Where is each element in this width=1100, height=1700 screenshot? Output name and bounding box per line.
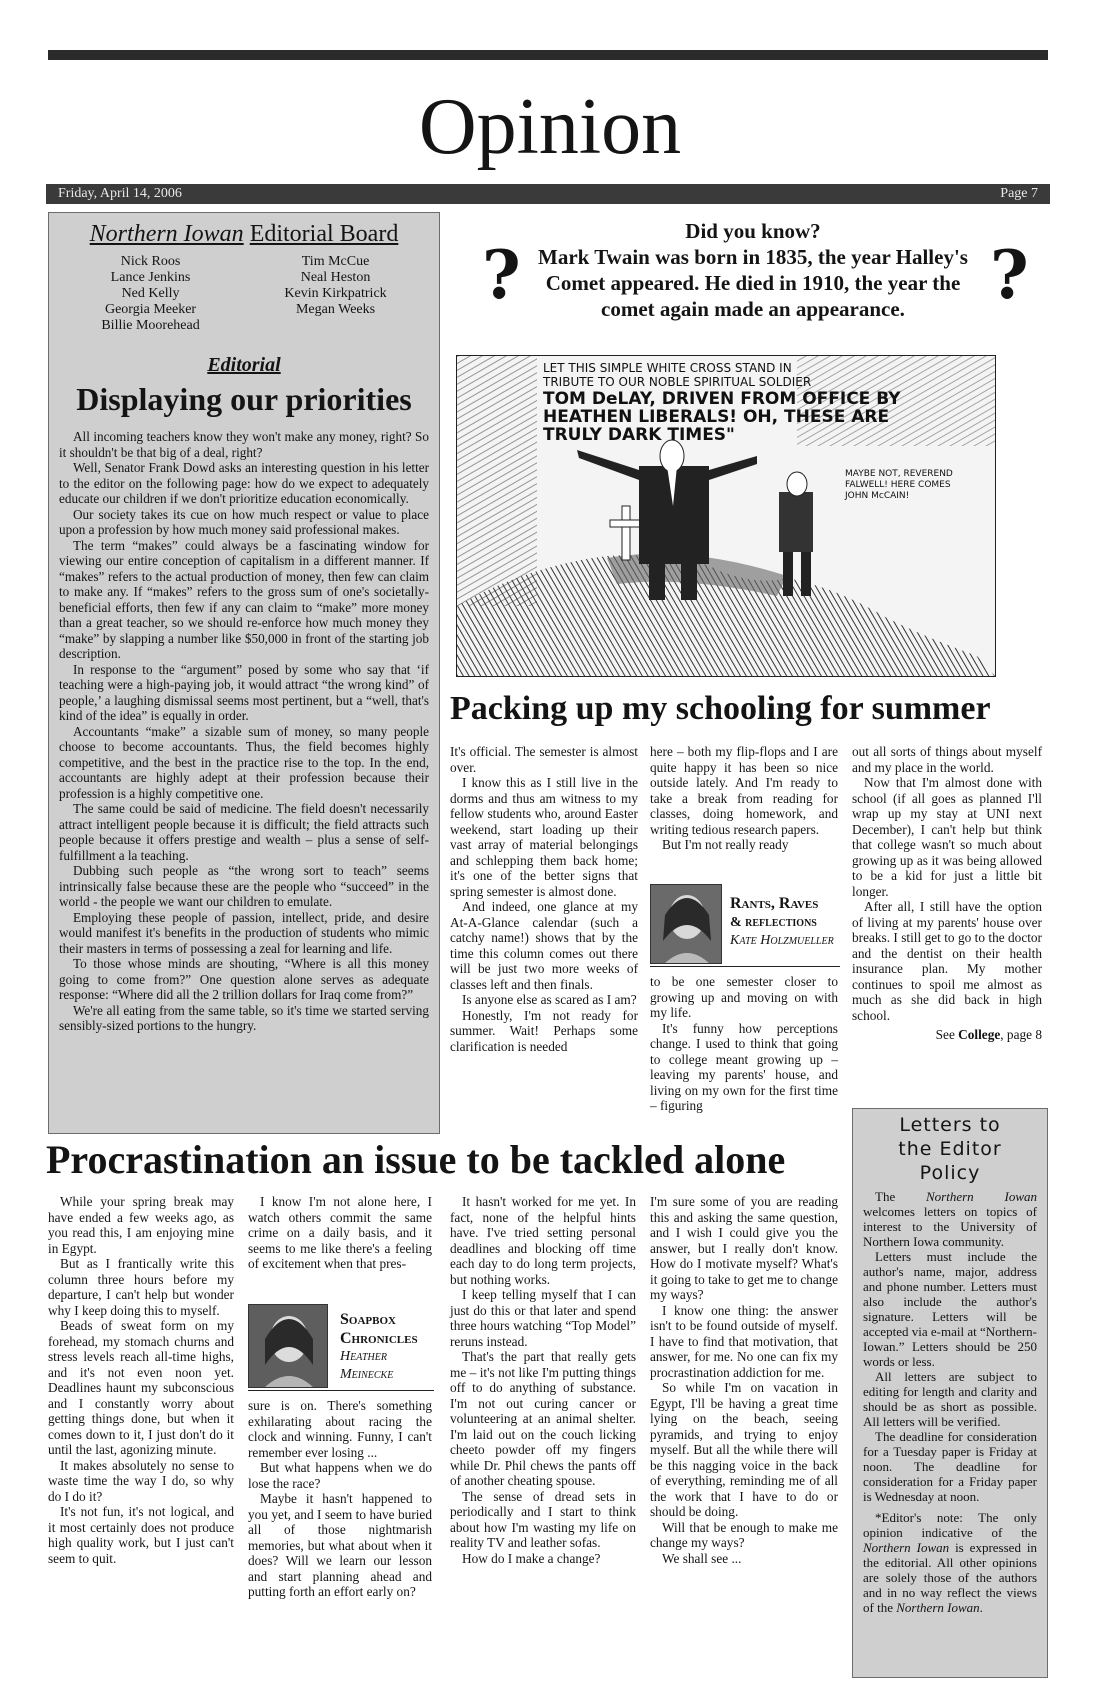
column-text [48,1194,234,1566]
paragraph: Beads of sweat form on my forehead, my stomach churns and stress levels reach all-time highs, and it's not even noon yet. Deadlines haunt my subconscious and I constantly worry about getting things done, but when it comes down to it, I just don't do it until the last, agonizing minute. [48,1318,234,1457]
paragraph: The sense of dread sets in periodically and I start to think about how I'm wasting my life on reality TV and leather sofas. [450,1488,636,1550]
aside-line: FALWELL! HERE COMES [845,480,951,490]
paragraph: To those whose minds are shouting, “Where is all this money going to come from?” One question alone serves as adequate response: “Where did all the 2 trillion dollars for Iraq come from?” [59,956,429,1002]
paragraph: All letters are subject to editing for length and clarity and should be as short as possible. All letters will be verified. [863,1369,1037,1429]
caption-line: TRIBUTE TO OUR NOBLE SPIRITUAL SOLDIER [543,375,812,389]
paragraph: sure is on. There's something exhilarating about racing the clock and winning. Funny, I can't remember ever losing ... [248,1398,432,1460]
badge-author: Meinecke [340,1367,394,1382]
board-member: Georgia Meeker [104,302,197,317]
paragraph: Our society takes its cue on how much respect or value to place upon a profession by how much money said professional makes. [59,506,429,537]
board-member: Billie Moorehead [101,318,200,333]
board-col-right [284,254,386,334]
paragraph: Maybe it hasn't happened to you yet, and I seem to have buried all of those nightmarish memories, but what about when it does? Will we learn our lesson and start planning ahead and putting forth an effort early on? [248,1491,432,1599]
editorial-board-title [59,221,429,248]
date-bar [46,184,1050,204]
aside-line: JOHN McCAIN! [845,491,910,501]
paragraph: That's the part that really gets me – it's not like I'm putting things off to do anything of substance. I'm not out curing cancer or volunteering at an animal shelter. I'm laid out on the couch licking cheeto powder off my fingers while Dr. Phil chews the pants off of another cheating spouse. [450,1349,636,1488]
paragraph: Honestly, I'm not ready for summer. Wait! Perhaps some clarification is needed [450,1007,638,1054]
editorial-body [59,429,429,1034]
paragraph: here – both my flip-flops and I are quite happy it has been so nice outside lately. And I'm ready to take a break from reading for classes, doing homework, and writing tedious research papers. [650,744,838,837]
editorial-kicker: Editorial [207,354,281,376]
column-headline: Procrastination an issue to be tackled alone [46,1137,786,1182]
paragraph: Accountants “make” a sizable sum of money, so many people choose to become accountants. Thus, the field becomes highly competitive, and the best in the practice rise to the top. In the end, accountants are highly adept at their profession because their profession is a highly competitive one. [59,723,429,801]
paragraph: The deadline for consideration for a Tuesday paper is Friday at noon. The deadline for consideration for a Friday paper is Wednesday at noon. [863,1429,1037,1504]
did-you-know-heading: Did you know? [685,219,821,243]
board-member: Neal Heston [300,270,371,285]
column-text [650,1194,838,1566]
badge-line: Soapbox [340,1311,396,1328]
column-headline: Packing up my schooling for summer [450,690,991,727]
paragraph: How do I make a change? [462,1550,601,1566]
columnist-photo [248,1304,328,1388]
paragraph: The same could be said of medicine. The field doesn't necessarily attract intelligent people because it is difficult; the field attracts such people because it offers prestige and wealth – plus a sense of self-fulfillment a la teaching. [59,801,429,863]
board-members [59,254,429,334]
title-line: Letters to [899,1114,1001,1136]
paragraph: to be one semester closer to growing up and moving on with my life. [650,974,838,1020]
divider [650,966,840,967]
paragraph: And indeed, one glance at my At-A-Glance calendar (such a catchy name!) shows that by the time this column comes out there will be just two more weeks of classes left and then finals. [450,899,638,992]
paragraph: All incoming teachers know they won't make any money, right? So it shouldn't be that big of a deal, right? [59,429,429,460]
board-member: Megan Weeks [295,302,376,317]
board-member: Lance Jenkins [110,270,191,285]
aside-line: MAYBE NOT, REVEREND [845,469,953,479]
badge-line: Chronicles [340,1330,418,1347]
jump-prefix: See [935,1027,959,1042]
issue-date: Friday, April 14, 2006 [58,186,182,201]
paragraph: After all, I still have the option of living at my parents' house over breaks. I still get to go to the doctor and the dentist on their health insurance plan. My mother continues to spoil me almost as much as she did back in high school. [852,899,1042,1023]
publication-name: Northern Iowan [863,1540,950,1555]
caption-line: TOM DeLAY, DRIVEN FROM OFFICE BY [543,389,901,409]
jump-suffix: , page 8 [1000,1027,1042,1042]
paragraph: I'm sure some of you are reading this and asking the same question, and I wish I could give you the answer, but I really don't know. How do I motivate myself? What's it going to take to get me to change my ways? [650,1194,838,1302]
did-you-know-fact: Mark Twain was born in 1835, the year Halley's Comet appeared. He died in 1910, the year the comet again made an appearance. [538,245,968,321]
paragraph: Now that I'm almost done with school (if all goes as planned I'll wrap up my stay at UNI next December), I can't help but think that college wasn't so much about growing up as it was being allowed to be a kid for just a little bit longer. [852,775,1042,899]
column-text [450,1194,636,1566]
paragraph: We shall see ... [662,1550,742,1566]
paragraph: It hasn't worked for me yet. In fact, none of the helpful hints have. I've tried setting personal deadlines and blocking off time each day to do long term projects, but nothing works. [450,1194,636,1287]
jump-line[interactable] [852,1027,1042,1043]
column-text [450,744,638,1054]
board-member: Tim McCue [301,254,370,269]
paragraph: Letters must include the author's name, major, address and phone number. Letters must also include the author's signature. Letters will be accepted via e-mail at “Northern-Iowan.” Letters should be 250 words or less. [863,1249,1037,1369]
editorial-headline: Displaying our priorities [76,381,412,417]
paragraph: But as I frantically write this column three hours before my departure, I can't help but wonder why I keep doing this to myself. [48,1256,234,1318]
badge-author: Heather [340,1349,387,1364]
did-you-know-text [532,218,974,322]
badge-line: & reflections [730,915,817,930]
board-member: Ned Kelly [121,286,180,301]
paragraph: While your spring break may have ended a few weeks ago, as you read this, I am enjoying mine in Egypt. [48,1194,234,1256]
text: . [979,1600,983,1615]
caption-line: TRULY DARK TIMES" [543,425,735,445]
board-member: Kevin Kirkpatrick [284,286,387,301]
paragraph: Employing these people of passion, intellect, pride, and desire would manifest it's benefits in the production of students who mimic their masters in terms of possessing a zeal for learning and life. [59,909,429,956]
badge-text [340,1310,434,1384]
divider [248,1390,434,1391]
badge-author: Kate Holzmueller [730,933,834,948]
paragraph: It's funny how perceptions change. I used to think that going to college meant growing up – leaving my parents' house, and living on my own for the first time – figuring [650,1020,838,1113]
letters-policy-title [863,1113,1037,1185]
text: welcomes letters on topics of interest to the University of Northern Iowa community. [863,1204,1037,1249]
paragraph: But I'm not really ready [662,837,789,852]
editors-note [863,1510,1037,1615]
column-text [248,1194,432,1272]
paragraph: In response to the “argument” posed by some who say that ‘if teaching were a high-paying job, it would attract “the wrong kind” of people,’ a laughing dismissal seems most pertinent, but a “well, that's kind of the idea” is equally in order. [59,661,429,723]
board-title-suffix: Editorial Board [249,221,399,247]
jump-target: College [958,1027,1001,1042]
board-col-left [101,254,199,334]
text: *Editor's note: The only opinion indicative of the [863,1510,1037,1540]
paragraph: I know one thing: the answer isn't to be found outside of myself. I have to find that motivation, that answer, for me. No one can fix my procrastination addiction for me. [650,1302,838,1380]
text: is expressed in the editorial. All other opinions are solely those of the authors and in no way reflect the views of the [863,1540,1038,1615]
paragraph: Dubbing such people as “the wrong sort to teach” seems intrinsically false because these are the people who “succeed” in the world - the people we want our children to emulate. [59,863,429,909]
letters-policy-box [852,1108,1048,1678]
title-line: Policy [919,1162,981,1184]
column-badge [650,880,840,968]
paragraph: We're all eating from the same table, so it's time we started serving sensibly-sized portions to the hungry. [59,1002,429,1033]
columnist-photo [650,884,722,964]
publication-name: Northern Iowan [926,1189,1037,1204]
column-text [248,1398,432,1600]
paragraph: It's not fun, it's not logical, and it most certainly does not produce high quality work, but I just can't seem to quit. [48,1504,234,1566]
question-mark-icon: ? [482,236,521,314]
column-text [650,974,838,1114]
storm-cloud [457,356,537,606]
caption-line: HEATHEN LIBERALS! OH, THESE ARE [543,407,890,427]
caption-line: LET THIS SIMPLE WHITE CROSS STAND IN [543,361,792,375]
question-mark-icon: ? [990,236,1029,314]
publication-name: Northern Iowan [896,1600,980,1615]
text: The [875,1189,927,1204]
did-you-know-box [460,216,1046,346]
letters-policy-body [863,1189,1037,1615]
column-badge [248,1300,434,1392]
paragraph: Will that be enough to make me change my ways? [650,1519,838,1550]
paragraph: out all sorts of things about myself and my place in the world. [852,744,1042,775]
top-rule [48,50,1048,60]
paragraph: But what happens when we do lose the race? [248,1460,432,1491]
section-title: Opinion [418,83,682,171]
badge-text [730,894,840,950]
title-line: the Editor [898,1138,1002,1160]
paragraph: So while I'm on vacation in Egypt, I'll be having a great time lying on the beach, seeing pyramids, and trying to enjoy myself. But all the while there will be this nagging voice in the back of everything, reminding me of all the work that I have to do or should be doing. [650,1380,838,1519]
paragraph: Well, Senator Frank Dowd asks an interesting question in his letter to the editor on the following page: how do we expect to adequately educate our children if we don't prioritize education economically. [59,460,429,506]
paragraph: The term “makes” could always be a fascinating window for viewing our entire conception of capitalism in a different manner. If “makes” refers to the actual production of money, then few can claim to make any. If “makes” refers to the gross sum of one's societally-beneficial efforts, then few if any can claim to “make” more money than a great teacher, so we should re-enforce how much money they “make” by slapping a number like $50,000 in front of the starting job description. [59,537,429,661]
board-member: Nick Roos [120,254,181,269]
paragraph: It makes absolutely no sense to waste time the way I do, so why do I do it? [48,1457,234,1504]
editorial-cartoon [456,355,996,677]
paragraph: I know this as I still live in the dorms and thus am witness to my fellow students who, around Easter weekend, start loading up their vast array of material belongings and schlepping them back home; it's one of the better signs that spring semester is almost done. [450,775,638,899]
paragraph: Is anyone else as scared as I am? [462,992,637,1007]
column-text [650,744,838,853]
paragraph [863,1189,1037,1249]
paragraph: I keep telling myself that I can just do this or that later and spend three hours watching “Top Model” reruns instead. [450,1287,636,1349]
editorial-box [48,212,440,1134]
column-text [852,744,1042,1043]
paragraph: It's official. The semester is almost over. [450,744,638,775]
board-publication: Northern Iowan [89,221,244,247]
page-number: Page 7 [1000,186,1038,201]
badge-line: Rants, Raves [730,895,819,912]
paragraph: I know I'm not alone here, I watch others commit the same crime on a daily basis, and it seems to me like there's a feeling of excitement when that pres- [248,1194,432,1271]
cartoon-illustration [457,356,995,676]
